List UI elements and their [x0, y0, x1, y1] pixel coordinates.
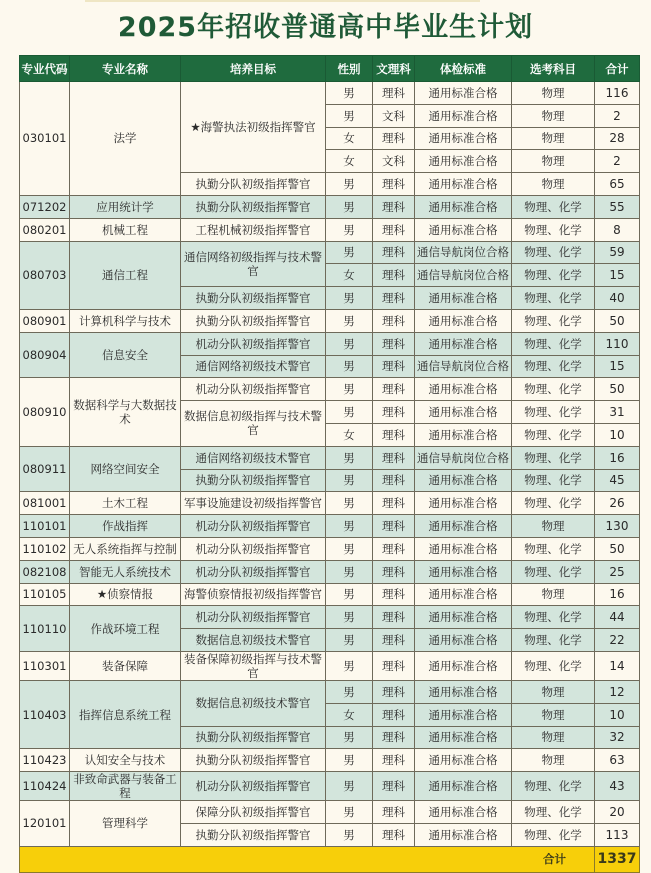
major-code: 080703	[20, 241, 70, 309]
physical-standard: 通用标准合格	[415, 749, 512, 772]
track: 理科	[373, 629, 415, 652]
gender: 男	[326, 823, 373, 846]
subjects: 物理	[512, 749, 595, 772]
physical-standard: 通用标准合格	[415, 629, 512, 652]
gender: 女	[326, 703, 373, 726]
training-target: ★海警执法初级指挥警官	[181, 82, 326, 173]
subjects: 物理、化学	[512, 423, 595, 446]
physical-standard: 通用标准合格	[415, 150, 512, 173]
physical-standard: 通用标准合格	[415, 606, 512, 629]
training-target: 通信网络初级技术警官	[181, 446, 326, 469]
header-major-name: 专业名称	[70, 56, 181, 82]
track: 理科	[373, 515, 415, 538]
track: 理科	[373, 537, 415, 560]
count: 20	[595, 801, 640, 824]
major-name: 通信工程	[70, 241, 181, 309]
track: 理科	[373, 651, 415, 680]
table-row	[20, 560, 640, 583]
gender: 女	[326, 127, 373, 150]
gender: 男	[326, 801, 373, 824]
track: 理科	[373, 560, 415, 583]
table-row	[20, 241, 640, 264]
subjects: 物理	[512, 726, 595, 749]
count: 10	[595, 423, 640, 446]
count: 2	[595, 104, 640, 127]
count: 2	[595, 150, 640, 173]
major-code: 080901	[20, 309, 70, 332]
count: 32	[595, 726, 640, 749]
table-row	[20, 82, 640, 105]
subjects: 物理	[512, 127, 595, 150]
major-code: 110105	[20, 583, 70, 606]
training-target: 机动分队初级指挥警官	[181, 606, 326, 629]
track: 理科	[373, 127, 415, 150]
gender: 男	[326, 651, 373, 680]
major-name: 应用统计学	[70, 195, 181, 218]
table-body	[20, 82, 640, 847]
track: 理科	[373, 772, 415, 801]
total-value: 1337	[595, 846, 640, 872]
subjects: 物理、化学	[512, 537, 595, 560]
major-code: 120101	[20, 801, 70, 847]
count: 50	[595, 309, 640, 332]
gender: 男	[326, 606, 373, 629]
training-target: 数据信息初级指挥与技术警官	[181, 401, 326, 447]
physical-standard: 通用标准合格	[415, 127, 512, 150]
major-code: 110101	[20, 515, 70, 538]
subjects: 物理	[512, 82, 595, 105]
major-code: 110424	[20, 772, 70, 801]
physical-standard: 通用标准合格	[415, 492, 512, 515]
physical-standard: 通用标准合格	[415, 469, 512, 492]
training-target: 机动分队初级指挥警官	[181, 332, 326, 355]
table-row	[20, 446, 640, 469]
major-name: 法学	[70, 82, 181, 196]
physical-standard: 通用标准合格	[415, 680, 512, 703]
subjects: 物理、化学	[512, 287, 595, 310]
major-name: 管理科学	[70, 801, 181, 847]
training-target: 通信网络初级技术警官	[181, 355, 326, 378]
gender: 男	[326, 355, 373, 378]
training-target: 保障分队初级指挥警官	[181, 801, 326, 824]
count: 59	[595, 241, 640, 264]
track: 理科	[373, 241, 415, 264]
training-target: 机动分队初级指挥警官	[181, 378, 326, 401]
major-code: 030101	[20, 82, 70, 196]
track: 理科	[373, 82, 415, 105]
training-target: 数据信息初级技术警官	[181, 680, 326, 726]
count: 65	[595, 173, 640, 196]
gender: 男	[326, 772, 373, 801]
major-code: 082108	[20, 560, 70, 583]
count: 28	[595, 127, 640, 150]
count: 12	[595, 680, 640, 703]
subjects: 物理	[512, 583, 595, 606]
table-row	[20, 492, 640, 515]
gender: 男	[326, 749, 373, 772]
gender: 男	[326, 241, 373, 264]
track: 理科	[373, 423, 415, 446]
table-row	[20, 749, 640, 772]
count: 45	[595, 469, 640, 492]
header-training-target: 培养目标	[181, 56, 326, 82]
subjects: 物理、化学	[512, 469, 595, 492]
physical-standard: 通用标准合格	[415, 332, 512, 355]
training-target: 军事设施建设初级指挥警官	[181, 492, 326, 515]
table-row	[20, 606, 640, 629]
track: 理科	[373, 703, 415, 726]
track: 理科	[373, 680, 415, 703]
gender: 男	[326, 82, 373, 105]
count: 15	[595, 355, 640, 378]
training-target: 机动分队初级指挥警官	[181, 537, 326, 560]
major-code: 110102	[20, 537, 70, 560]
major-code: 080904	[20, 332, 70, 378]
track: 理科	[373, 492, 415, 515]
gender: 男	[326, 401, 373, 424]
count: 63	[595, 749, 640, 772]
count: 31	[595, 401, 640, 424]
header-track: 文理科	[373, 56, 415, 82]
subjects: 物理、化学	[512, 772, 595, 801]
count: 15	[595, 264, 640, 287]
track: 理科	[373, 264, 415, 287]
track: 理科	[373, 606, 415, 629]
physical-standard: 通用标准合格	[415, 583, 512, 606]
physical-standard: 通用标准合格	[415, 703, 512, 726]
table-row	[20, 537, 640, 560]
track: 理科	[373, 195, 415, 218]
training-target: 机动分队初级指挥警官	[181, 515, 326, 538]
subjects: 物理、化学	[512, 823, 595, 846]
physical-standard: 通用标准合格	[415, 537, 512, 560]
gender: 男	[326, 515, 373, 538]
physical-standard: 通用标准合格	[415, 515, 512, 538]
header-gender: 性别	[326, 56, 373, 82]
track: 文科	[373, 150, 415, 173]
gender: 女	[326, 423, 373, 446]
major-name: ★侦察情报	[70, 583, 181, 606]
subjects: 物理、化学	[512, 264, 595, 287]
gender: 男	[326, 583, 373, 606]
physical-standard: 通用标准合格	[415, 378, 512, 401]
count: 113	[595, 823, 640, 846]
physical-standard: 通信导航岗位合格	[415, 355, 512, 378]
count: 44	[595, 606, 640, 629]
subjects: 物理	[512, 515, 595, 538]
physical-standard: 通信导航岗位合格	[415, 446, 512, 469]
header-physical-standard: 体检标准	[415, 56, 512, 82]
count: 26	[595, 492, 640, 515]
count: 16	[595, 583, 640, 606]
table-row	[20, 515, 640, 538]
training-target: 海警侦察情报初级指挥警官	[181, 583, 326, 606]
subjects: 物理、化学	[512, 801, 595, 824]
page-title: 2025年招收普通高中毕业生计划	[117, 12, 534, 43]
physical-standard: 通信导航岗位合格	[415, 241, 512, 264]
count: 25	[595, 560, 640, 583]
track: 理科	[373, 801, 415, 824]
physical-standard: 通用标准合格	[415, 195, 512, 218]
count: 43	[595, 772, 640, 801]
major-name: 作战指挥	[70, 515, 181, 538]
physical-standard: 通用标准合格	[415, 651, 512, 680]
table-row	[20, 332, 640, 355]
subjects: 物理	[512, 173, 595, 196]
major-code: 110110	[20, 606, 70, 652]
subjects: 物理、化学	[512, 446, 595, 469]
subjects: 物理、化学	[512, 606, 595, 629]
gender: 女	[326, 150, 373, 173]
training-target: 机动分队初级指挥警官	[181, 772, 326, 801]
track: 理科	[373, 309, 415, 332]
physical-standard: 通用标准合格	[415, 287, 512, 310]
track: 理科	[373, 749, 415, 772]
table-row	[20, 195, 640, 218]
track: 理科	[373, 355, 415, 378]
gender: 男	[326, 104, 373, 127]
track: 理科	[373, 726, 415, 749]
enrollment-plan-table	[19, 55, 640, 873]
gender: 男	[326, 309, 373, 332]
major-code: 110403	[20, 680, 70, 748]
subjects: 物理、化学	[512, 309, 595, 332]
gender: 男	[326, 629, 373, 652]
gender: 男	[326, 378, 373, 401]
major-name: 非致命武器与装备工程	[70, 772, 181, 801]
header-subjects: 选考科目	[512, 56, 595, 82]
count: 14	[595, 651, 640, 680]
gender: 男	[326, 537, 373, 560]
training-target: 执勤分队初级指挥警官	[181, 749, 326, 772]
count: 40	[595, 287, 640, 310]
physical-standard: 通用标准合格	[415, 401, 512, 424]
subjects: 物理、化学	[512, 560, 595, 583]
track: 文科	[373, 104, 415, 127]
physical-standard: 通用标准合格	[415, 801, 512, 824]
physical-standard: 通用标准合格	[415, 726, 512, 749]
major-code: 080910	[20, 378, 70, 446]
count: 10	[595, 703, 640, 726]
table-row	[20, 218, 640, 241]
table-row	[20, 772, 640, 801]
physical-standard: 通用标准合格	[415, 560, 512, 583]
major-name: 作战环境工程	[70, 606, 181, 652]
gender: 男	[326, 173, 373, 196]
subjects: 物理	[512, 703, 595, 726]
table-row	[20, 680, 640, 703]
major-name: 认知安全与技术	[70, 749, 181, 772]
gender: 男	[326, 332, 373, 355]
total-row	[20, 846, 640, 872]
major-name: 网络空间安全	[70, 446, 181, 492]
physical-standard: 通用标准合格	[415, 423, 512, 446]
major-code: 081001	[20, 492, 70, 515]
track: 理科	[373, 823, 415, 846]
physical-standard: 通用标准合格	[415, 218, 512, 241]
major-code: 080911	[20, 446, 70, 492]
major-code: 110423	[20, 749, 70, 772]
table-row	[20, 378, 640, 401]
subjects: 物理、化学	[512, 651, 595, 680]
gender: 男	[326, 469, 373, 492]
physical-standard: 通用标准合格	[415, 823, 512, 846]
training-target: 执勤分队初级指挥警官	[181, 287, 326, 310]
subjects: 物理、化学	[512, 355, 595, 378]
subjects: 物理	[512, 150, 595, 173]
major-code: 080201	[20, 218, 70, 241]
physical-standard: 通用标准合格	[415, 82, 512, 105]
track: 理科	[373, 469, 415, 492]
gender: 女	[326, 264, 373, 287]
subjects: 物理、化学	[512, 332, 595, 355]
track: 理科	[373, 332, 415, 355]
count: 50	[595, 537, 640, 560]
table-row	[20, 801, 640, 824]
count: 50	[595, 378, 640, 401]
physical-standard: 通信导航岗位合格	[415, 264, 512, 287]
subjects: 物理、化学	[512, 218, 595, 241]
subjects: 物理、化学	[512, 378, 595, 401]
training-target: 工程机械初级指挥警官	[181, 218, 326, 241]
gender: 男	[326, 287, 373, 310]
physical-standard: 通用标准合格	[415, 173, 512, 196]
gender: 男	[326, 560, 373, 583]
gender: 男	[326, 218, 373, 241]
total-label: 合计	[20, 846, 595, 872]
track: 理科	[373, 218, 415, 241]
count: 116	[595, 82, 640, 105]
major-name: 计算机科学与技术	[70, 309, 181, 332]
major-name: 指挥信息系统工程	[70, 680, 181, 748]
training-target: 数据信息初级技术警官	[181, 629, 326, 652]
training-target: 执勤分队初级指挥警官	[181, 173, 326, 196]
gender: 男	[326, 726, 373, 749]
table-row	[20, 583, 640, 606]
header-total: 合计	[595, 56, 640, 82]
subjects: 物理、化学	[512, 401, 595, 424]
subjects: 物理、化学	[512, 629, 595, 652]
subjects: 物理	[512, 680, 595, 703]
major-name: 信息安全	[70, 332, 181, 378]
count: 8	[595, 218, 640, 241]
major-name: 机械工程	[70, 218, 181, 241]
count: 55	[595, 195, 640, 218]
physical-standard: 通用标准合格	[415, 772, 512, 801]
major-code: 071202	[20, 195, 70, 218]
major-name: 无人系统指挥与控制	[70, 537, 181, 560]
header-major-code: 专业代码	[20, 56, 70, 82]
gender: 男	[326, 680, 373, 703]
gender: 男	[326, 195, 373, 218]
table-row	[20, 309, 640, 332]
gender: 男	[326, 446, 373, 469]
major-name: 数据科学与大数据技术	[70, 378, 181, 446]
count: 22	[595, 629, 640, 652]
training-target: 执勤分队初级指挥警官	[181, 469, 326, 492]
count: 110	[595, 332, 640, 355]
subjects: 物理、化学	[512, 241, 595, 264]
table-header-row	[20, 56, 640, 82]
track: 理科	[373, 446, 415, 469]
subjects: 物理、化学	[512, 195, 595, 218]
training-target: 通信网络初级指挥与技术警官	[181, 241, 326, 287]
track: 理科	[373, 401, 415, 424]
gender: 男	[326, 492, 373, 515]
training-target: 执勤分队初级指挥警官	[181, 726, 326, 749]
physical-standard: 通用标准合格	[415, 309, 512, 332]
count: 16	[595, 446, 640, 469]
top-decoration-bar	[85, 0, 480, 2]
subjects: 物理	[512, 104, 595, 127]
track: 理科	[373, 583, 415, 606]
major-code: 110301	[20, 651, 70, 680]
physical-standard: 通用标准合格	[415, 104, 512, 127]
major-name: 土木工程	[70, 492, 181, 515]
training-target: 执勤分队初级指挥警官	[181, 195, 326, 218]
table-row	[20, 651, 640, 680]
track: 理科	[373, 287, 415, 310]
major-name: 装备保障	[70, 651, 181, 680]
major-name: 智能无人系统技术	[70, 560, 181, 583]
training-target: 执勤分队初级指挥警官	[181, 823, 326, 846]
training-target: 执勤分队初级指挥警官	[181, 309, 326, 332]
training-target: 机动分队初级指挥警官	[181, 560, 326, 583]
count: 130	[595, 515, 640, 538]
track: 理科	[373, 378, 415, 401]
training-target: 装备保障初级指挥与技术警官	[181, 651, 326, 680]
track: 理科	[373, 173, 415, 196]
subjects: 物理、化学	[512, 492, 595, 515]
